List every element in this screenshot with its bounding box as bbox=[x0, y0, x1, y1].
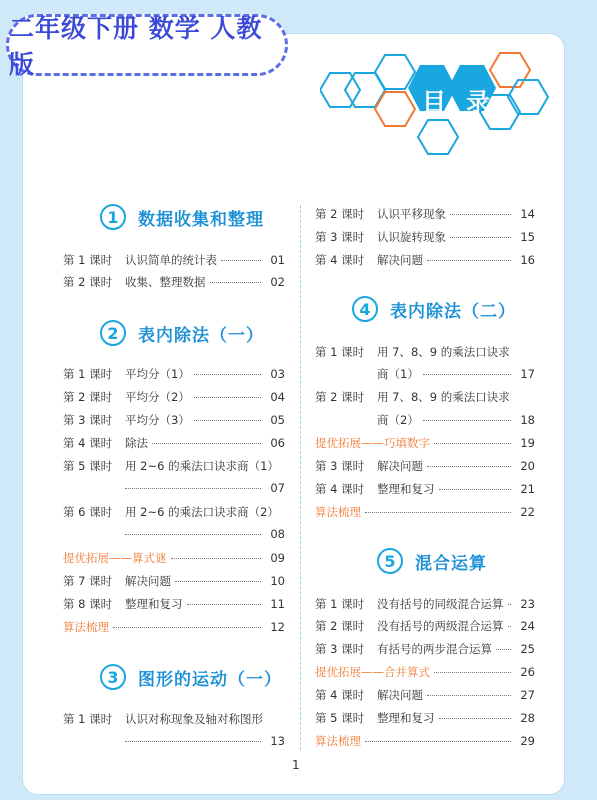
lesson-number: 第 2 课时 bbox=[315, 207, 365, 221]
section-title: 表内除法（二） bbox=[390, 301, 516, 322]
leader-dots bbox=[187, 604, 262, 605]
page-ref: 15 bbox=[520, 230, 535, 244]
lesson-name-cont: 商（1） bbox=[377, 367, 419, 381]
lesson-name: 提优拓展——巧填数字 bbox=[315, 436, 430, 450]
lesson-name: 除法 bbox=[125, 436, 148, 450]
page-ref: 19 bbox=[520, 436, 535, 450]
lesson-name: 有括号的两步混合运算 bbox=[377, 642, 492, 656]
page-ref: 10 bbox=[270, 574, 285, 588]
lesson-number: 第 1 课时 bbox=[315, 345, 365, 359]
lesson-name: 没有括号的同级混合运算 bbox=[377, 597, 504, 611]
hex-outline-blue bbox=[418, 120, 458, 154]
hex-outline-blue bbox=[375, 55, 415, 89]
badge-text: 二年级下册 数学 人教版 bbox=[9, 14, 263, 79]
leader-dots bbox=[496, 649, 511, 650]
page-ref: 09 bbox=[270, 551, 285, 565]
leader-dots bbox=[508, 604, 512, 605]
section-1-heading bbox=[100, 204, 264, 230]
lesson-name: 用 2~6 的乘法口诀求商（1） bbox=[125, 459, 279, 473]
leader-dots bbox=[210, 282, 262, 283]
lesson-number: 第 4 课时 bbox=[315, 482, 365, 496]
leader-dots bbox=[450, 214, 511, 215]
page-number: 1 bbox=[292, 758, 300, 772]
leader-dots bbox=[439, 718, 512, 719]
page-ref: 13 bbox=[270, 734, 285, 748]
toc-entry-continuation bbox=[377, 366, 535, 382]
lesson-name: 整理和复习 bbox=[125, 597, 183, 611]
lesson-name: 提优拓展——合并算式 bbox=[315, 665, 430, 679]
page-ref: 14 bbox=[520, 207, 535, 221]
page-ref: 04 bbox=[270, 390, 285, 404]
toc-entry bbox=[315, 687, 535, 703]
lesson-number: 第 2 课时 bbox=[315, 390, 365, 404]
lesson-name: 算法梳理 bbox=[315, 505, 361, 519]
leader-dots bbox=[125, 488, 261, 489]
toc-entry bbox=[63, 596, 285, 612]
leader-dots bbox=[194, 374, 261, 375]
toc-entry-summary bbox=[315, 504, 535, 520]
leader-dots bbox=[175, 581, 261, 582]
leader-dots bbox=[152, 443, 261, 444]
leader-dots bbox=[194, 420, 261, 421]
lesson-number: 第 1 课时 bbox=[63, 712, 113, 726]
toc-entry-extension bbox=[63, 550, 285, 566]
lesson-name: 算法梳理 bbox=[315, 734, 361, 748]
lesson-number: 第 4 课时 bbox=[63, 436, 113, 450]
toc-entry-continuation bbox=[377, 412, 535, 428]
section-5-heading bbox=[377, 548, 487, 574]
toc-entry-summary bbox=[315, 733, 535, 749]
lesson-name: 提优拓展——算式谜 bbox=[63, 551, 167, 565]
lesson-name: 没有括号的两级混合运算 bbox=[377, 619, 504, 633]
contents-title: 目录 bbox=[422, 88, 510, 116]
lesson-number: 第 3 课时 bbox=[315, 459, 365, 473]
toc-entry bbox=[63, 252, 285, 268]
lesson-name: 整理和复习 bbox=[377, 711, 435, 725]
lesson-name: 平均分（2） bbox=[125, 390, 190, 404]
lesson-name: 平均分（1） bbox=[125, 367, 190, 381]
leader-dots bbox=[508, 626, 512, 627]
lesson-number: 第 2 课时 bbox=[63, 390, 113, 404]
section-number: 2 bbox=[100, 320, 126, 346]
lesson-name: 解决问题 bbox=[377, 253, 423, 267]
grade-subject-badge bbox=[6, 14, 288, 79]
section-number: 3 bbox=[100, 664, 126, 690]
leader-dots bbox=[427, 260, 511, 261]
section-number: 4 bbox=[352, 296, 378, 322]
page-ref: 26 bbox=[520, 665, 535, 679]
page-ref: 01 bbox=[270, 253, 285, 267]
section-2-heading bbox=[100, 320, 264, 346]
lesson-number: 第 5 课时 bbox=[315, 711, 365, 725]
section-title: 混合运算 bbox=[415, 553, 487, 574]
toc-entry bbox=[315, 641, 535, 657]
toc-entry bbox=[63, 412, 285, 428]
page-ref: 07 bbox=[270, 481, 285, 495]
lesson-number: 第 4 课时 bbox=[315, 253, 365, 267]
toc-entry-continuation bbox=[125, 481, 285, 495]
toc-entry bbox=[315, 389, 535, 405]
page-ref: 23 bbox=[520, 597, 535, 611]
toc-entry bbox=[315, 596, 535, 612]
leader-dots bbox=[125, 534, 261, 535]
lesson-name: 收集、整理数据 bbox=[125, 275, 206, 289]
leader-dots bbox=[221, 260, 261, 261]
toc-entry bbox=[63, 366, 285, 382]
lesson-number: 第 4 课时 bbox=[315, 688, 365, 702]
leader-dots bbox=[113, 627, 261, 628]
page-ref: 25 bbox=[520, 642, 535, 656]
lesson-number: 第 6 课时 bbox=[63, 505, 113, 519]
leader-dots bbox=[450, 237, 511, 238]
page-ref: 12 bbox=[270, 620, 285, 634]
lesson-number: 第 5 课时 bbox=[63, 459, 113, 473]
leader-dots bbox=[439, 489, 512, 490]
toc-entry bbox=[315, 229, 535, 245]
hex-outline-orange bbox=[375, 92, 415, 126]
lesson-name: 算法梳理 bbox=[63, 620, 109, 634]
section-title: 表内除法（一） bbox=[138, 325, 264, 346]
page-ref: 21 bbox=[520, 482, 535, 496]
leader-dots bbox=[125, 741, 261, 742]
lesson-name: 用 7、8、9 的乘法口诀求 bbox=[377, 345, 510, 359]
lesson-name: 认识平移现象 bbox=[377, 207, 446, 221]
toc-entry bbox=[63, 274, 285, 290]
lesson-name: 认识对称现象及轴对称图形 bbox=[125, 712, 263, 726]
toc-entry bbox=[315, 458, 535, 474]
section-number: 5 bbox=[377, 548, 403, 574]
toc-entry bbox=[63, 435, 285, 451]
toc-entry bbox=[63, 504, 285, 520]
leader-dots bbox=[423, 420, 511, 421]
lesson-number: 第 7 课时 bbox=[63, 574, 113, 588]
lesson-name: 解决问题 bbox=[377, 459, 423, 473]
page-ref: 18 bbox=[520, 413, 535, 427]
lesson-name: 解决问题 bbox=[377, 688, 423, 702]
lesson-number: 第 1 课时 bbox=[63, 253, 113, 267]
page-ref: 17 bbox=[520, 367, 535, 381]
page-ref: 20 bbox=[520, 459, 535, 473]
page-ref: 05 bbox=[270, 413, 285, 427]
page-ref: 16 bbox=[520, 253, 535, 267]
leader-dots bbox=[427, 695, 511, 696]
hex-outline-blue bbox=[320, 73, 360, 107]
toc-entry-continuation bbox=[125, 527, 285, 541]
toc-entry-extension bbox=[315, 664, 535, 680]
leader-dots bbox=[434, 672, 511, 673]
toc-entry bbox=[315, 481, 535, 497]
page-ref: 08 bbox=[270, 527, 285, 541]
lesson-name: 认识简单的统计表 bbox=[125, 253, 217, 267]
toc-entry bbox=[315, 206, 535, 222]
lesson-name: 整理和复习 bbox=[377, 482, 435, 496]
lesson-number: 第 2 课时 bbox=[315, 619, 365, 633]
page-ref: 11 bbox=[270, 597, 285, 611]
page-ref: 28 bbox=[520, 711, 535, 725]
lesson-number: 第 3 课时 bbox=[315, 230, 365, 244]
leader-dots bbox=[434, 443, 511, 444]
section-title: 数据收集和整理 bbox=[138, 209, 264, 230]
lesson-name: 认识旋转现象 bbox=[377, 230, 446, 244]
toc-entry bbox=[315, 252, 535, 268]
leader-dots bbox=[171, 558, 262, 559]
toc-entry bbox=[63, 573, 285, 589]
lesson-number: 第 1 课时 bbox=[63, 367, 113, 381]
leader-dots bbox=[365, 512, 511, 513]
toc-entry-extension bbox=[315, 435, 535, 451]
lesson-number: 第 8 课时 bbox=[63, 597, 113, 611]
section-4-heading bbox=[352, 296, 516, 322]
leader-dots bbox=[194, 397, 261, 398]
lesson-number: 第 2 课时 bbox=[63, 275, 113, 289]
leader-dots bbox=[365, 741, 511, 742]
toc-entry bbox=[63, 458, 285, 474]
page-ref: 06 bbox=[270, 436, 285, 450]
column-divider bbox=[300, 205, 301, 750]
section-number: 1 bbox=[100, 204, 126, 230]
lesson-name-cont: 商（2） bbox=[377, 413, 419, 427]
page-ref: 03 bbox=[270, 367, 285, 381]
lesson-name: 解决问题 bbox=[125, 574, 171, 588]
toc-entry bbox=[315, 618, 535, 634]
lesson-name: 用 7、8、9 的乘法口诀求 bbox=[377, 390, 510, 404]
leader-dots bbox=[427, 466, 511, 467]
lesson-name: 平均分（3） bbox=[125, 413, 190, 427]
page-ref: 27 bbox=[520, 688, 535, 702]
toc-entry-summary bbox=[63, 619, 285, 635]
page-ref: 24 bbox=[520, 619, 535, 633]
lesson-name: 用 2~6 的乘法口诀求商（2） bbox=[125, 505, 279, 519]
section-title: 图形的运动（一） bbox=[138, 669, 282, 690]
leader-dots bbox=[423, 374, 511, 375]
toc-entry bbox=[315, 344, 535, 360]
toc-entry bbox=[63, 711, 285, 727]
toc-entry bbox=[63, 389, 285, 405]
lesson-number: 第 1 课时 bbox=[315, 597, 365, 611]
page-ref: 02 bbox=[270, 275, 285, 289]
page-ref: 22 bbox=[520, 505, 535, 519]
hex-outline-blue bbox=[508, 80, 548, 114]
lesson-number: 第 3 课时 bbox=[315, 642, 365, 656]
lesson-number: 第 3 课时 bbox=[63, 413, 113, 427]
page-ref: 29 bbox=[520, 734, 535, 748]
toc-entry-continuation bbox=[125, 734, 285, 748]
section-3-heading bbox=[100, 664, 282, 690]
toc-entry bbox=[315, 710, 535, 726]
